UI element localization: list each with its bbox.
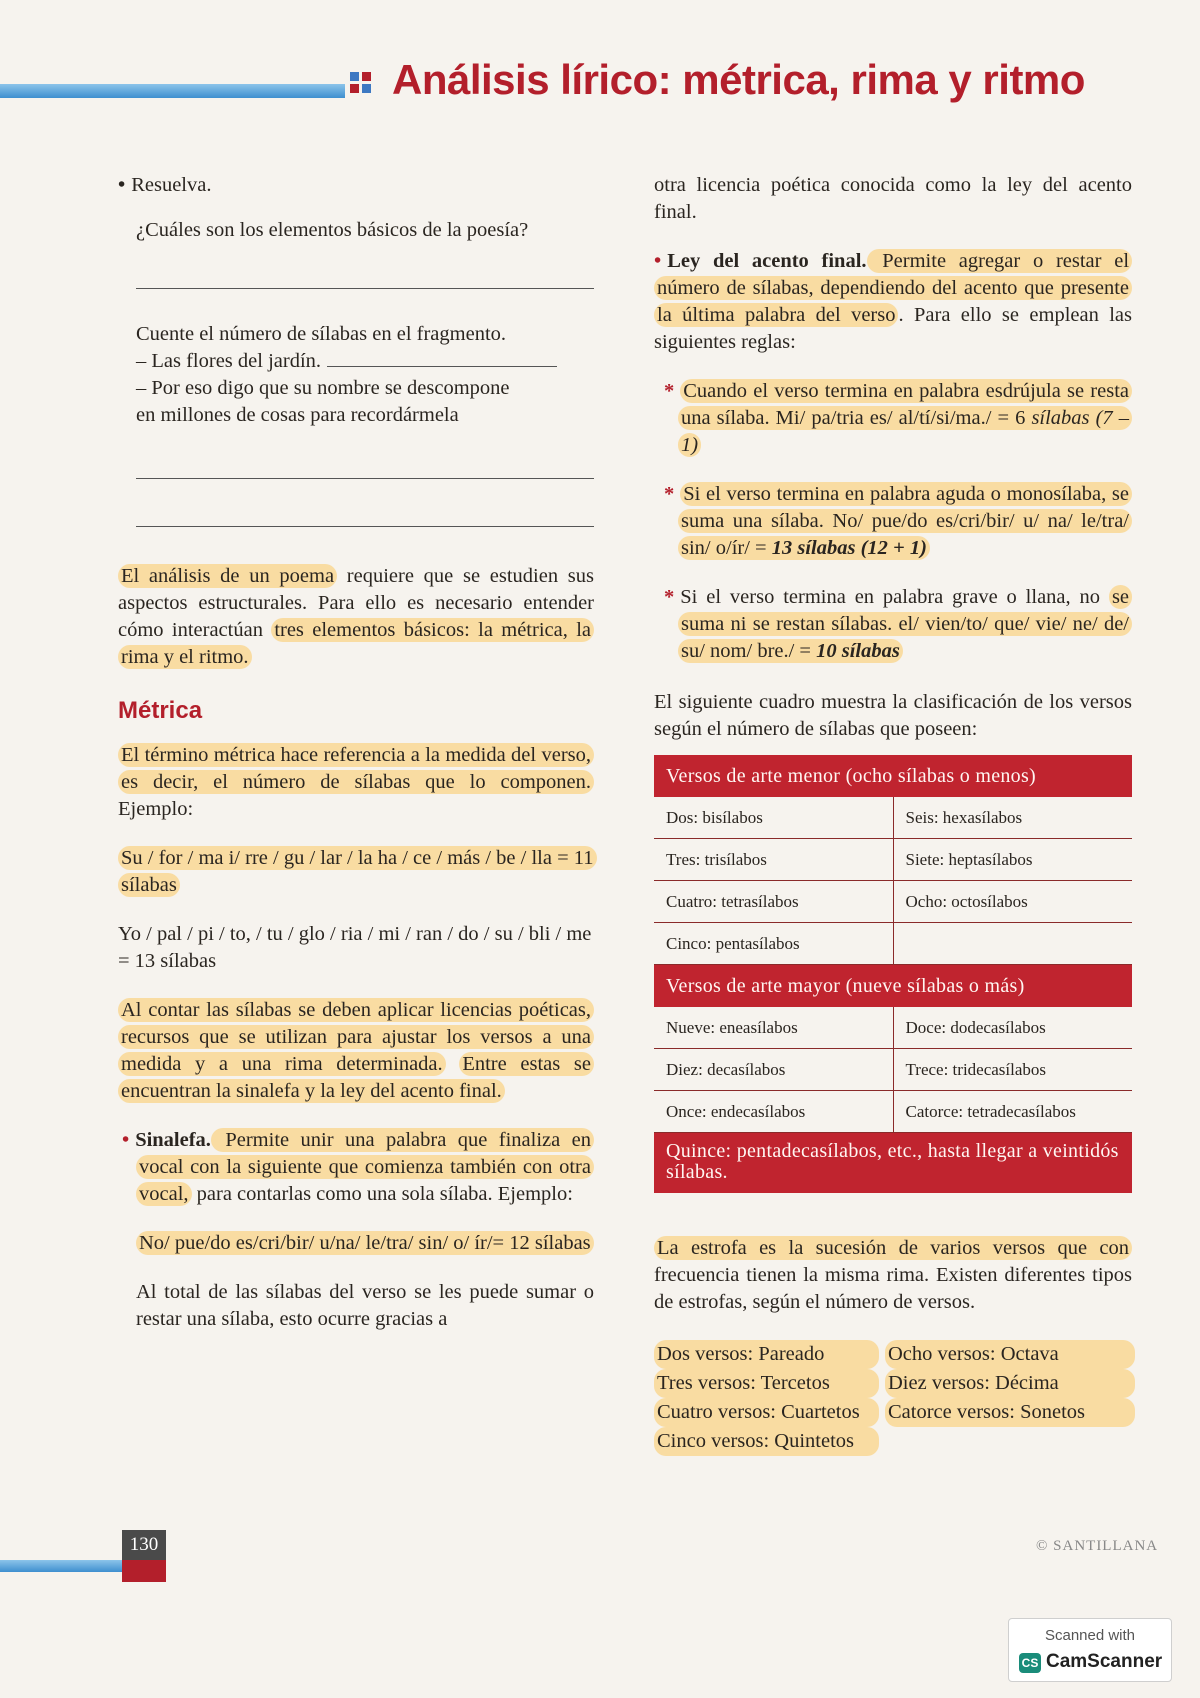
right-column <box>654 172 1132 1456</box>
table-band: Versos de arte mayor (nueve sílabas o más) <box>654 965 1132 1008</box>
section-heading-metrica: Métrica <box>118 697 203 724</box>
page-number-box <box>122 1530 166 1582</box>
question-2: Cuente el número de sílabas en el fragmento. <box>136 323 507 345</box>
answer-line-1[interactable] <box>136 287 594 289</box>
list-item: Tres versos: Tercetos <box>654 1369 879 1398</box>
bullet-icon: • <box>654 250 662 272</box>
asterisk-icon: * <box>664 380 675 402</box>
scanner-caption: Scanned with <box>1044 1627 1136 1644</box>
camscanner-watermark <box>1008 1618 1172 1682</box>
sinalefa-example: No/ pue/do es/cri/bir/ u/na/ le/tra/ sin/ o/ ír/= 12 sílabas <box>118 1230 594 1257</box>
answer-line-4[interactable] <box>136 525 594 527</box>
copyright: © SANTILLANA <box>1036 1538 1159 1554</box>
answer-line-2[interactable] <box>327 366 557 367</box>
table-row: Nueve: eneasílabos Doce: dodecasílabos <box>654 1007 1132 1049</box>
table-row: Cinco: pentasílabos <box>654 923 1132 965</box>
bullet-icon: • <box>122 1129 130 1151</box>
fragment-a: – Las flores del jardín. <box>118 348 594 375</box>
table-row: Cuatro: tetrasílabos Ocho: octosílabos <box>654 881 1132 923</box>
list-item: Ocho versos: Octava <box>885 1340 1135 1369</box>
page-title: Análisis lírico: métrica, rima y ritmo <box>392 56 1085 103</box>
fragment-b-1: – Por eso digo que su nombre se descompone <box>136 377 510 399</box>
fragment-b-2: en millones de cosas para recordármela <box>136 404 459 426</box>
licencias-paragraph: Al contar las sílabas se deben aplicar licencias poéticas, recursos que se utilizan para ajustar los versos a una medida y a una rima determinada. Entre estas se encuentran la sinalefa y la ley del acento final. <box>118 997 594 1105</box>
sinalefa-item: • Sinalefa. Permite unir una palabra que finaliza en vocal con la siguiente que comienza también con otra vocal, para contarlas como una sola sílaba. Ejemplo: <box>118 1127 594 1208</box>
total-paragraph: Al total de las sílabas del verso se les puede sumar o restar una sílaba, esto ocurre gracias a <box>136 1281 594 1330</box>
table-row: Diez: decasílabos Trece: tridecasílabos <box>654 1049 1132 1091</box>
bullet-icon: • <box>118 174 126 196</box>
verse-classification-table <box>654 755 1132 1193</box>
cuadro-intro: El siguiente cuadro muestra la clasificación de los versos según el número de sílabas que poseen: <box>654 691 1132 740</box>
table-row: Once: endecasílabos Catorce: tetradecasílabos <box>654 1091 1132 1133</box>
strophe-list <box>654 1340 1132 1456</box>
header-blue-bar <box>0 84 345 98</box>
asterisk-icon: * <box>664 586 675 608</box>
list-item: Cinco versos: Quintetos <box>654 1427 879 1456</box>
list-item: Dos versos: Pareado <box>654 1340 879 1369</box>
ley-item: • Ley del acento final. Permite agregar o restar el número de sílabas, dependiendo del acento que presente la última palabra del verso . Para ello se emplean las siguientes reglas: <box>654 250 1132 353</box>
table-band: Quince: pentadecasílabos, etc., hasta llegar a veintidós sílabas. <box>654 1133 1132 1194</box>
exercise-instruction: • Resuelva. <box>118 174 212 196</box>
left-column <box>118 172 594 1333</box>
answer-line-3[interactable] <box>136 477 594 479</box>
continued-paragraph: otra licencia poética conocida como la ley del acento final. <box>654 174 1132 223</box>
metrica-paragraph: El término métrica hace referencia a la medida del verso, es decir, el número de sílabas que lo componen. Ejemplo: <box>118 742 594 823</box>
estrofa-paragraph: La estrofa es la sucesión de varios versos que con frecuencia tienen la misma rima. Existen diferentes tipos de estrofas, según el número de versos. <box>654 1237 1132 1313</box>
table-band: Versos de arte menor (ocho sílabas o menos) <box>654 755 1132 797</box>
table-row: Dos: bisílabos Seis: hexasílabos <box>654 797 1132 839</box>
table-row: Tres: trisílabos Siete: heptasílabos <box>654 839 1132 881</box>
list-item: Catorce versos: Sonetos <box>885 1398 1135 1427</box>
header-squares-icon <box>350 72 372 94</box>
page-number: 130 <box>122 1530 166 1560</box>
example-1: Su / for / ma i/ rre / gu / lar / la ha / ce / más / be / lla = 11 sílabas <box>118 845 594 899</box>
footer-blue-bar <box>0 1560 130 1572</box>
scanner-brand: CamScanner <box>1046 1651 1163 1672</box>
rule-aguda: * Si el verso termina en palabra aguda o monosílaba, se suma una sílaba. No/ pue/do es/cri/bir/ u/ na/ le/tra/ sin/ o/ír/ = 13 sílabas (12 + 1) <box>654 481 1132 562</box>
rule-esdrujula: * Cuando el verso termina en palabra esdrújula se resta una sílaba. Mi/ pa/tria es/ al/tí/si/ma./ = 6 sílabas (7 – 1) <box>654 378 1132 459</box>
rule-grave: * Si el verso termina en palabra grave o llana, no se suma ni se restan sílabas. el/ vien/to/ que/ vie/ ne/ de/ su/ nom/ bre./ = 10 sílabas <box>654 584 1132 665</box>
asterisk-icon: * <box>664 483 675 505</box>
intro-paragraph: El análisis de un poema requiere que se estudien sus aspectos estructurales. Para ello es necesario entender cómo interactúan tres elementos básicos: la métrica, la rima y el ritmo. <box>118 565 595 668</box>
list-item: Diez versos: Décima <box>885 1369 1135 1398</box>
example-2: Yo / pal / pi / to, / tu / glo / ria / mi / ran / do / su / bli / me = 13 sílabas <box>118 923 592 972</box>
list-item: Cuatro versos: Cuartetos <box>654 1398 879 1427</box>
camscanner-logo-icon: CS <box>1019 1653 1041 1673</box>
question-1: ¿Cuáles son los elementos básicos de la poesía? <box>136 219 529 241</box>
